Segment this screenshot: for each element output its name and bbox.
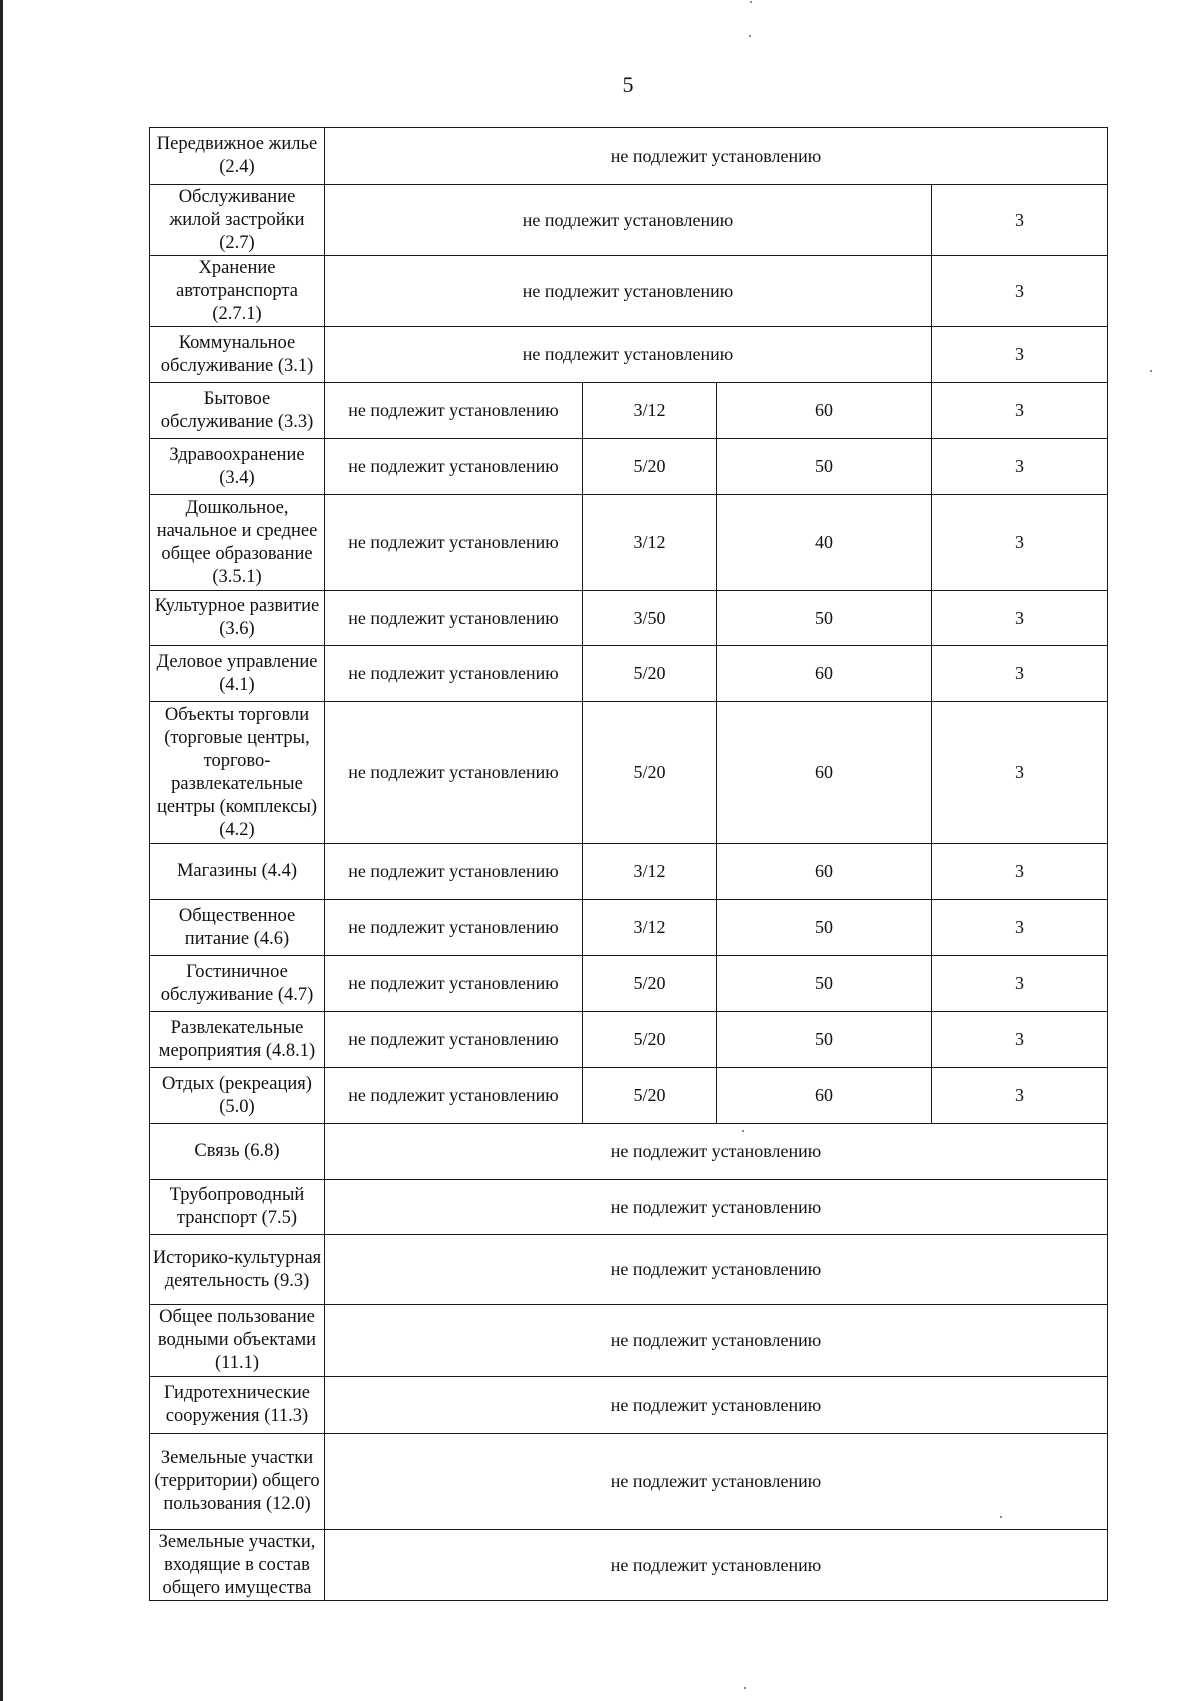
table-row bbox=[150, 1530, 1108, 1601]
scan-edge-line bbox=[0, 0, 3, 1701]
merged-value-cell: не подлежит установлению bbox=[325, 128, 1108, 185]
land-use-type-cell: Развлекательные мероприятия (4.8.1) bbox=[150, 1012, 325, 1068]
merged-value-cell: не подлежит установлению bbox=[325, 1530, 1108, 1601]
value-cell: 50 bbox=[717, 591, 932, 646]
table-row bbox=[150, 128, 1108, 185]
table-row bbox=[150, 1012, 1108, 1068]
land-use-type-cell: Отдых (рекреация) (5.0) bbox=[150, 1068, 325, 1124]
value-cell: не подлежит установлению bbox=[325, 591, 583, 646]
land-use-parameters-table bbox=[149, 127, 1108, 1601]
land-use-type-cell: Передвижное жилье (2.4) bbox=[150, 128, 325, 185]
value-cell: не подлежит установлению bbox=[325, 956, 583, 1012]
value-cell: 3 bbox=[932, 591, 1108, 646]
value-cell: 40 bbox=[717, 495, 932, 591]
value-cell: 60 bbox=[717, 1068, 932, 1124]
value-cell: не подлежит установлению bbox=[325, 439, 583, 495]
value-cell: 60 bbox=[717, 702, 932, 844]
land-use-type-cell: Деловое управление (4.1) bbox=[150, 646, 325, 702]
land-use-type-cell: Связь (6.8) bbox=[150, 1124, 325, 1180]
table-row bbox=[150, 1377, 1108, 1434]
value-cell: 5/20 bbox=[583, 439, 717, 495]
merged-value-cell: не подлежит установлению bbox=[325, 1377, 1108, 1434]
value-cell: 3 bbox=[932, 646, 1108, 702]
value-cell: 3 bbox=[932, 702, 1108, 844]
value-cell: не подлежит установлению bbox=[325, 383, 583, 439]
table-row bbox=[150, 1235, 1108, 1305]
value-cell: 60 bbox=[717, 844, 932, 900]
land-use-type-cell: Трубопроводный транспорт (7.5) bbox=[150, 1180, 325, 1235]
land-use-type-cell: Бытовое обслуживание (3.3) bbox=[150, 383, 325, 439]
land-use-type-cell: Общественное питание (4.6) bbox=[150, 900, 325, 956]
land-use-type-cell: Здравоохранение (3.4) bbox=[150, 439, 325, 495]
table-row bbox=[150, 956, 1108, 1012]
value-cell: 3 bbox=[932, 327, 1108, 383]
value-cell: 50 bbox=[717, 900, 932, 956]
value-cell: 3/12 bbox=[583, 900, 717, 956]
land-use-type-cell: Общее пользование водными объектами (11.1) bbox=[150, 1305, 325, 1377]
table-row bbox=[150, 327, 1108, 383]
value-cell: 3 bbox=[932, 383, 1108, 439]
table-row bbox=[150, 256, 1108, 327]
merged-value-cell: не подлежит установлению bbox=[325, 185, 932, 256]
land-use-type-cell: Гидротехнические сооружения (11.3) bbox=[150, 1377, 325, 1434]
table-row bbox=[150, 1124, 1108, 1180]
merged-value-cell: не подлежит установлению bbox=[325, 1434, 1108, 1530]
land-use-type-cell: Земельные участки, входящие в состав общего имущества bbox=[150, 1530, 325, 1601]
value-cell: 3 bbox=[932, 495, 1108, 591]
value-cell: 3 bbox=[932, 844, 1108, 900]
value-cell: 5/20 bbox=[583, 1068, 717, 1124]
land-use-type-cell: Дошкольное, начальное и среднее общее образование (3.5.1) bbox=[150, 495, 325, 591]
value-cell: 5/20 bbox=[583, 702, 717, 844]
page-number: 5 bbox=[622, 72, 634, 97]
value-cell: 50 bbox=[717, 956, 932, 1012]
value-cell: 50 bbox=[717, 1012, 932, 1068]
land-use-type-cell: Хранение автотранспорта (2.7.1) bbox=[150, 256, 325, 327]
value-cell: 5/20 bbox=[583, 646, 717, 702]
land-use-type-cell: Объекты торговли (торговые центры, торгово-развлекательные центры (комплексы) (4.2) bbox=[150, 702, 325, 844]
land-use-type-cell: Магазины (4.4) bbox=[150, 844, 325, 900]
value-cell: 3 bbox=[932, 1012, 1108, 1068]
table-row bbox=[150, 1305, 1108, 1377]
value-cell: 3 bbox=[932, 256, 1108, 327]
table-row bbox=[150, 900, 1108, 956]
merged-value-cell: не подлежит установлению bbox=[325, 1235, 1108, 1305]
value-cell: 50 bbox=[717, 439, 932, 495]
merged-value-cell: не подлежит установлению bbox=[325, 1305, 1108, 1377]
value-cell: 60 bbox=[717, 383, 932, 439]
table-row bbox=[150, 844, 1108, 900]
land-use-type-cell: Земельные участки (территории) общего пользования (12.0) bbox=[150, 1434, 325, 1530]
land-use-type-cell: Обслуживание жилой застройки (2.7) bbox=[150, 185, 325, 256]
land-use-type-cell: Гостиничное обслуживание (4.7) bbox=[150, 956, 325, 1012]
land-use-type-cell: Историко-культурная деятельность (9.3) bbox=[150, 1235, 325, 1305]
merged-value-cell: не подлежит установлению bbox=[325, 1124, 1108, 1180]
table-row bbox=[150, 1434, 1108, 1530]
value-cell: 60 bbox=[717, 646, 932, 702]
value-cell: 3/12 bbox=[583, 495, 717, 591]
value-cell: не подлежит установлению bbox=[325, 495, 583, 591]
value-cell: 5/20 bbox=[583, 1012, 717, 1068]
value-cell: 3/12 bbox=[583, 383, 717, 439]
land-use-type-cell: Коммунальное обслуживание (3.1) bbox=[150, 327, 325, 383]
merged-value-cell: не подлежит установлению bbox=[325, 256, 932, 327]
table-row bbox=[150, 646, 1108, 702]
value-cell: не подлежит установлению bbox=[325, 1068, 583, 1124]
value-cell: 3 bbox=[932, 956, 1108, 1012]
table-row bbox=[150, 495, 1108, 591]
table-row bbox=[150, 185, 1108, 256]
value-cell: не подлежит установлению bbox=[325, 844, 583, 900]
table-row bbox=[150, 383, 1108, 439]
value-cell: 5/20 bbox=[583, 956, 717, 1012]
table-row bbox=[150, 1068, 1108, 1124]
merged-value-cell: не подлежит установлению bbox=[325, 327, 932, 383]
value-cell: не подлежит установлению bbox=[325, 900, 583, 956]
land-use-type-cell: Культурное развитие (3.6) bbox=[150, 591, 325, 646]
table-row bbox=[150, 1180, 1108, 1235]
value-cell: 3 bbox=[932, 439, 1108, 495]
table-row bbox=[150, 702, 1108, 844]
merged-value-cell: не подлежит установлению bbox=[325, 1180, 1108, 1235]
value-cell: 3/12 bbox=[583, 844, 717, 900]
table-row bbox=[150, 439, 1108, 495]
value-cell: 3 bbox=[932, 900, 1108, 956]
table-row bbox=[150, 591, 1108, 646]
value-cell: не подлежит установлению bbox=[325, 1012, 583, 1068]
value-cell: не подлежит установлению bbox=[325, 646, 583, 702]
value-cell: 3 bbox=[932, 185, 1108, 256]
value-cell: 3 bbox=[932, 1068, 1108, 1124]
value-cell: 3/50 bbox=[583, 591, 717, 646]
value-cell: не подлежит установлению bbox=[325, 702, 583, 844]
